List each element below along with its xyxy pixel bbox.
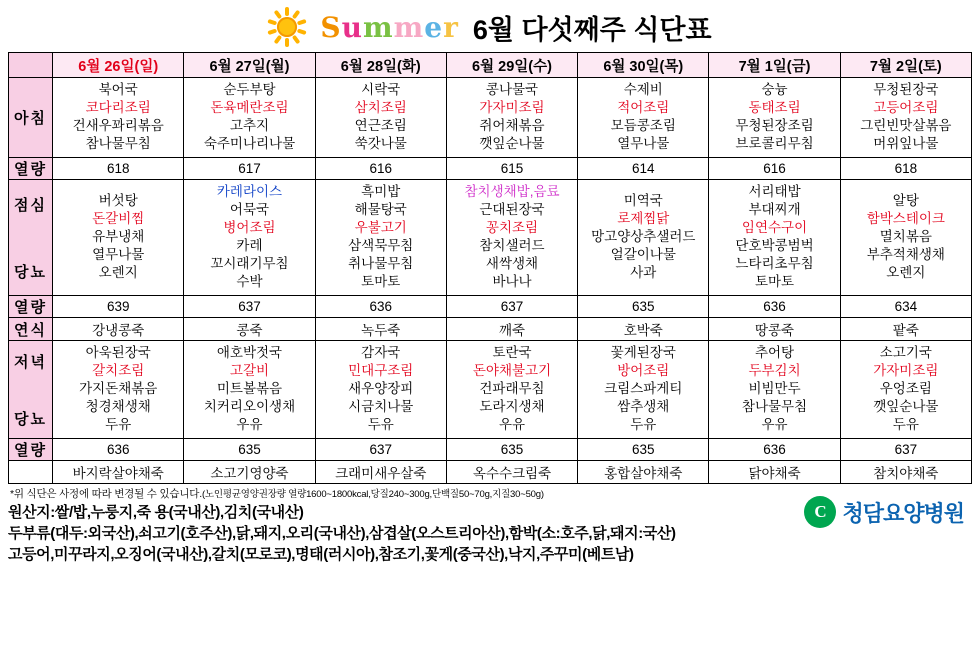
date-column-header: 6월 29일(수) (446, 53, 577, 78)
menu-cell (53, 180, 184, 296)
kcal-row-3-cell: 635 (184, 439, 315, 461)
kcal-row-3-cell: 637 (840, 439, 971, 461)
menu-item: 민대구조림 (348, 363, 414, 378)
kcal-row-2-cell: 639 (53, 296, 184, 318)
menu-item: 열무나물 (92, 247, 145, 262)
kcal-row-1-cell: 614 (578, 158, 709, 180)
menu-item: 두유 (367, 417, 394, 432)
menu-item: 건파래무침 (479, 381, 545, 396)
menu-item: 얼갈이나물 (610, 247, 676, 262)
menu-item: 두유 (892, 417, 919, 432)
menu-cell (446, 78, 577, 158)
menu-item: 연근조림 (354, 118, 407, 133)
menu-item: 크림스파게티 (604, 381, 683, 396)
date-column-header: 6월 28일(화) (315, 53, 446, 78)
menu-item: 감자국 (361, 345, 401, 360)
menu-item: 카레라이스 (216, 184, 283, 199)
kcal-row-3-cell: 636 (709, 439, 840, 461)
kcal-row-3-cell: 635 (578, 439, 709, 461)
kcal-row-1 (9, 158, 972, 180)
dinner-label-main: 저녁 (14, 353, 48, 371)
menu-item: 오렌지 (886, 265, 926, 280)
snack-row-label: 연식 (9, 318, 53, 341)
menu-item: 부대찌개 (748, 202, 801, 217)
menu-item: 콩나물국 (485, 82, 539, 97)
menu-item: 돈야채불고기 (472, 363, 552, 378)
menu-item: 흑미밥 (361, 184, 401, 199)
menu-table (8, 52, 972, 484)
menu-item: 두부김치 (748, 363, 801, 378)
menu-item: 코다리조림 (85, 100, 151, 115)
table-corner (9, 53, 53, 78)
kcal-row-1-cell: 618 (53, 158, 184, 180)
lunch-row (9, 180, 972, 296)
menu-item: 무청된장국 (873, 82, 939, 97)
snack-row-cell: 깨죽 (446, 318, 577, 341)
menu-cell (184, 78, 315, 158)
menu-item: 수박 (236, 274, 263, 289)
menu-item: 깻잎순나물 (479, 136, 545, 151)
menu-item: 부추적채생채 (866, 247, 945, 262)
menu-item: 고등어조림 (873, 100, 939, 115)
night-snack-cell: 닭야채죽 (709, 461, 840, 484)
date-column-header: 6월 26일(일) (53, 53, 184, 78)
menu-item: 치커리오이생채 (203, 399, 296, 414)
night-snack-label (9, 461, 53, 484)
lunch-label (9, 180, 53, 296)
snack-row-cell: 강냉콩죽 (53, 318, 184, 341)
menu-item: 해물탕국 (354, 202, 407, 217)
menu-item: 참치샐러드 (479, 238, 545, 253)
menu-item: 미트볼볶음 (216, 381, 283, 396)
night-snack-row (9, 461, 972, 484)
menu-item: 동태조림 (748, 100, 801, 115)
menu-item: 토마토 (361, 274, 401, 289)
logo-name: 청담요양병원 (842, 500, 964, 526)
menu-cell (578, 180, 709, 296)
origin-line-3: 고등어,미꾸라지,오징어(국내산),갈치(모로코),명태(러시아),참조기,꽃게(중국산),낙지,주꾸미(베트남) (8, 546, 634, 563)
date-column-header: 6월 30일(목) (578, 53, 709, 78)
menu-item: 단호박콩범벅 (735, 238, 814, 253)
hospital-logo (804, 496, 964, 528)
kcal-row-2-cell: 636 (315, 296, 446, 318)
origin-line-1: 원산지:쌀/밥,누룽지,죽 용(국내산),김치(국내산) (8, 504, 304, 521)
snack-row-cell: 호박죽 (578, 318, 709, 341)
menu-item: 가자미조림 (873, 363, 939, 378)
menu-item: 쥐어채볶음 (479, 118, 545, 133)
menu-item: 참나물무침 (85, 136, 151, 151)
menu-cell (578, 341, 709, 439)
kcal-row-2 (9, 296, 972, 318)
date-column-header: 6월 27일(월) (184, 53, 315, 78)
breakfast-label: 아침 (9, 78, 53, 158)
kcal-row-1-cell: 617 (184, 158, 315, 180)
kcal-row-1-cell: 616 (315, 158, 446, 180)
snack-row-cell: 녹두죽 (315, 318, 446, 341)
menu-item: 돈육메란조림 (210, 100, 289, 115)
menu-item: 수제비 (623, 82, 663, 97)
kcal-row-2-cell: 637 (184, 296, 315, 318)
kcal-row-1-cell: 615 (446, 158, 577, 180)
menu-item: 건새우꽈리볶음 (72, 118, 164, 133)
menu-item: 삼색묵무침 (348, 238, 414, 253)
menu-item: 우유 (236, 417, 263, 432)
menu-item: 우유 (761, 417, 788, 432)
menu-item: 우유 (498, 417, 526, 432)
menu-item: 우엉조림 (879, 381, 932, 396)
menu-item: 쌈추생채 (617, 399, 670, 414)
snack-row-cell: 콩죽 (184, 318, 315, 341)
menu-item: 어묵국 (229, 202, 270, 217)
menu-item: 시락국 (361, 82, 401, 97)
menu-item: 숭늉 (761, 82, 788, 97)
menu-item: 멸치볶음 (879, 229, 932, 244)
night-snack-cell: 바지락살야채죽 (53, 461, 184, 484)
kcal-row-3 (9, 439, 972, 461)
page-title: 6월 다섯째주 식단표 (472, 14, 712, 45)
menu-item: 삼치조림 (354, 100, 407, 115)
menu-item: 우불고기 (354, 220, 407, 235)
menu-item: 느타리초무침 (735, 256, 814, 271)
breakfast-row (9, 78, 972, 158)
lunch-label-main: 점심 (14, 196, 48, 214)
menu-cell (840, 180, 971, 296)
logo-mark-icon: C (804, 496, 836, 528)
menu-item: 두유 (630, 417, 657, 432)
kcal-row-1-label: 열량 (9, 158, 53, 180)
menu-item: 취나물무침 (348, 256, 414, 271)
menu-cell (709, 78, 840, 158)
menu-item: 미역국 (623, 193, 663, 208)
menu-item: 근대된장국 (479, 202, 545, 217)
page-header (8, 4, 972, 50)
menu-item: 갈치조림 (92, 363, 145, 378)
menu-item: 적어조림 (617, 100, 670, 115)
menu-item: 가자미조림 (479, 100, 545, 115)
kcal-row-2-cell: 636 (709, 296, 840, 318)
menu-item: 아욱된장국 (85, 345, 151, 360)
menu-item: 북어국 (98, 82, 138, 97)
menu-item: 꼬시래기무침 (210, 256, 289, 271)
night-snack-cell: 소고기영양죽 (184, 461, 315, 484)
menu-item: 소고기국 (879, 345, 932, 360)
menu-cell (315, 180, 446, 296)
menu-item: 망고양상추샐러드 (591, 229, 696, 244)
menu-item: 알탕 (892, 193, 919, 208)
night-snack-cell: 크래미새우살죽 (315, 461, 446, 484)
menu-cell (446, 341, 577, 439)
menu-cell (184, 180, 315, 296)
night-snack-cell: 참치야채죽 (840, 461, 971, 484)
menu-item: 유부냉채 (92, 229, 145, 244)
menu-item: 꽁치조림 (485, 220, 539, 235)
menu-item: 함박스테이크 (866, 211, 945, 226)
menu-cell (315, 78, 446, 158)
menu-item: 사과 (630, 265, 657, 280)
menu-item: 임연수구이 (741, 220, 808, 235)
menu-item: 브로콜리무침 (735, 136, 814, 151)
menu-item: 순두부탕 (223, 82, 276, 97)
origin-line-2: 두부류(대두:외국산),쇠고기(호주산),닭,돼지,오리(국내산),삼겹살(오스트리아산),함박(소:호주,닭,돼지:국산) (8, 525, 676, 542)
kcal-row-3-label: 열량 (9, 439, 53, 461)
menu-item: 고갈비 (229, 363, 270, 378)
menu-item: 깻잎순나물 (873, 399, 939, 414)
menu-item: 무청된장조림 (735, 118, 814, 133)
kcal-row-2-cell: 634 (840, 296, 971, 318)
origin-info (8, 502, 676, 565)
kcal-row-1-cell: 616 (709, 158, 840, 180)
menu-item: 고추지 (229, 118, 270, 133)
menu-item: 꽃게된장국 (610, 345, 676, 360)
menu-cell (446, 180, 577, 296)
kcal-row-2-cell: 635 (578, 296, 709, 318)
menu-item: 새싹생채 (485, 256, 539, 271)
lunch-label-diabetes: 당뇨 (14, 263, 48, 281)
menu-cell (184, 341, 315, 439)
date-column-header: 7월 1일(금) (709, 53, 840, 78)
menu-item: 버섯탕 (98, 193, 138, 208)
menu-item: 오렌지 (98, 265, 138, 280)
snack-row-cell: 팥죽 (840, 318, 971, 341)
menu-item: 비빔만두 (748, 381, 801, 396)
kcal-row-2-cell: 637 (446, 296, 577, 318)
menu-item: 돈갈비찜 (92, 211, 145, 226)
menu-cell (840, 78, 971, 158)
menu-item: 병어조림 (223, 220, 276, 235)
menu-item: 토마토 (754, 274, 795, 289)
menu-item: 참치생채밥,음료 (464, 184, 560, 199)
menu-item: 로제찜닭 (617, 211, 670, 226)
menu-item: 카레 (236, 238, 263, 253)
menu-item: 열무나물 (617, 136, 670, 151)
snack-row-cell: 땅콩죽 (709, 318, 840, 341)
snack-row (9, 318, 972, 341)
dinner-label-diabetes: 당뇨 (14, 410, 48, 428)
menu-item: 쑥갓나물 (354, 136, 407, 151)
menu-item: 청경채생채 (85, 399, 151, 414)
menu-cell (709, 180, 840, 296)
menu-cell (315, 341, 446, 439)
menu-item: 애호박젓국 (216, 345, 283, 360)
footnote-text: *위 식단은 사정에 따라 변경될 수 있습니다. (10, 488, 202, 500)
menu-item: 바나나 (492, 274, 532, 289)
menu-item: 새우양장피 (348, 381, 414, 396)
menu-item: 방어조림 (617, 363, 670, 378)
menu-item: 가지돈채볶음 (79, 381, 158, 396)
menu-cell (709, 341, 840, 439)
menu-cell (840, 341, 971, 439)
menu-item: 그린빈맛살볶음 (860, 118, 952, 133)
menu-item: 숙주미나리나물 (203, 136, 296, 151)
menu-cell (53, 341, 184, 439)
kcal-row-3-cell: 636 (53, 439, 184, 461)
kcal-row-2-label: 열량 (9, 296, 53, 318)
menu-item: 두유 (105, 417, 132, 432)
date-column-header: 7월 2일(토) (840, 53, 971, 78)
footnote-small: (노인평균영양권장량 열량1600~1800kcal,당질240~300g,단백질50~70g,지질30~50g) (201, 489, 544, 500)
menu-cell (578, 78, 709, 158)
summer-wordmark: Summer (320, 10, 459, 44)
menu-item: 모듬콩조림 (610, 118, 676, 133)
kcal-row-1-cell: 618 (840, 158, 971, 180)
kcal-row-3-cell: 637 (315, 439, 446, 461)
menu-item: 머위잎나물 (873, 136, 939, 151)
menu-item: 참나물무침 (741, 399, 808, 414)
dinner-label (9, 341, 53, 439)
kcal-row-3-cell: 635 (446, 439, 577, 461)
menu-item: 토란국 (492, 345, 532, 360)
night-snack-cell: 홍합살야채죽 (578, 461, 709, 484)
menu-item: 서리태밥 (748, 184, 801, 199)
night-snack-cell: 옥수수크림죽 (446, 461, 577, 484)
menu-item: 도라지생채 (479, 399, 545, 414)
dinner-row (9, 341, 972, 439)
table-header-row (9, 53, 972, 78)
menu-item: 추어탕 (754, 345, 795, 360)
footer (8, 502, 972, 565)
menu-item: 시금치나물 (348, 399, 414, 414)
menu-cell (53, 78, 184, 158)
sun-icon (268, 8, 306, 46)
